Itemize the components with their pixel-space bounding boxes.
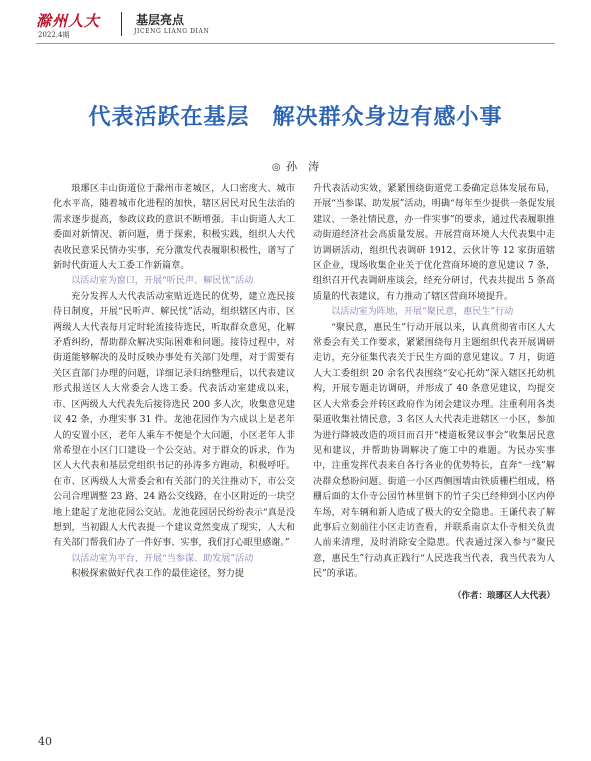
author-name: 孙 涛 [286, 160, 320, 173]
issue-label: 2022.4期 [38, 31, 70, 39]
body-paragraph: 充分发挥人大代表活动室贴近选民的优势，建立选民接待日制度，开展“民听声、解民忧”活动，组织辖区内市、区两级人大代表每月定时轮流接待选民，听取群众意见，化解矛盾纠纷，帮助群众解决实际困难和问题。接待过程中，对街道能够解决的及时反映办事处有关部门处理，对于需要有关区直部门办理的问题，详细记录归纳整理后，以代表建议形式报送区人大常委会人选工委。代表活动室建成以来，市、区两级人大代表先后接待选民 200 多人次，收集意见建议 42 条，办理实事 31 件。龙池花园作为六成以上是老年人的安置小区，老年人乘车不便是个大问题，小区老年人非常希望在小区门口建设一个公交站。对于群众的诉求，作为区人大代表和基层党组织书记的孙涛多方跑动，积极呼吁。在市、区两级人大常委会和有关部门的关注推动下，市公交公司合理调整 23 路、24 路公交线路，在小区附近的一块空地上建起了龙池花园公交站。龙池花园居民纷纷表示“真是没想到，当初跟人大代表提一个建议竟然变成了现实，人大和有关部门帮我们办了一件好事、实事，我们打心眼里感谢。” [53, 291, 295, 549]
section-subheading: 以活动室为阵地，开展“聚民意，惠民生”行动 [331, 307, 514, 318]
body-paragraph: 琅琊区丰山街道位于滁州市老城区，人口密度大、城市化水平高，随着城市化进程的加快，辖区居民对民生法治的需求逐步提高，参政议政的意识不断增强。丰山街道人大工委面对新情况、新问题，勇于探索，积极实践，组织人大代表收民意采民情办实事，充分激发代表履职积极性，谱写了新时代街道人大工委工作新篇章。 [53, 184, 295, 272]
body-paragraph: 升代表活动实效，紧紧围绕街道党工委确定总体发展布局，开展“当参谋、助发展”活动，明确“每年至少提供一条促发展建议、一条社情民意，办一件实事”的要求，通过代表履职推动街道经济社会高质量发展。开展营商环境人大代表集中走访调研活动，组织代表调研 1912、云伙计等 12 家街道辖区企业，现场收集企业关于优化营商环境的意见建议 7 条，组织召开代表调研座谈会，经充分研讨，代表共提出 5 条高质量的代表建议，有力推动了辖区营商环境提升。 [313, 184, 555, 302]
section-subheading: 以活动室为平台，开展“当参谋、助发展”活动 [71, 553, 254, 564]
right-column [313, 182, 555, 604]
section-subheading: 以活动室为窗口，开展“听民声、解民忧”活动 [71, 276, 254, 287]
magazine-logo: 滁州人大 [36, 12, 101, 30]
header-rule [36, 43, 555, 44]
page-header [0, 0, 591, 48]
article-byline [0, 158, 591, 174]
section-title-pinyin: JICENG LIANG DIAN [134, 28, 210, 35]
left-column [53, 182, 295, 583]
body-paragraph: 积极探索做好代表工作的最佳途径，努力提 [71, 569, 244, 580]
page-number: 40 [38, 735, 52, 748]
author-credit: （作者：琅琊区人大代表） [452, 590, 555, 601]
section-title: 基层亮点 [136, 13, 185, 27]
article-title: 代表活跃在基层 解决群众身边有感小事 [88, 104, 503, 130]
body-paragraph: “聚民意，惠民生”行动开展以来，认真贯彻省市区人大常委会有关工作要求，紧紧围绕每月主题组织代表开展调研走访，充分征集代表关于民生方面的意见建议。7 月，街道人大工委组织 20 余名代表围绕“安心托幼”深入辖区托幼机构，开展专题走访调研，并形成了 40 条意见建议，均提交区人大常委会并转区政府作为闭会建议办理。注重利用各类渠道收集社情民意，3 名区人大代表走进辖区一小区，参加为进行降坡改造的项目而召开“楼道板凳议事会”收集居民意见和建议，并帮助协调解决了施工中的难题。为民办实事中，注重发挥代表来自各行各业的优势特长，直奔“一线”解决群众愁盼问题。街道一小区西侧围墙由铁质栅栏组成，格栅后面的太仆寺公园竹林里倒下的竹子尖已经伸到小区内停车场，对车辆和新人造成了极大的安全隐患。王谦代表了解此事后立刻前往小区走访查看，并联系南京太仆寺相关负责人前来清理，及时消除安全隐患。代表通过深入参与“聚民意，惠民生”行动真正践行“人民选我当代表，我当代表为人民”的承诺。 [313, 322, 555, 580]
author-mark-icon: ◎ [271, 162, 281, 173]
header-divider [121, 12, 122, 36]
